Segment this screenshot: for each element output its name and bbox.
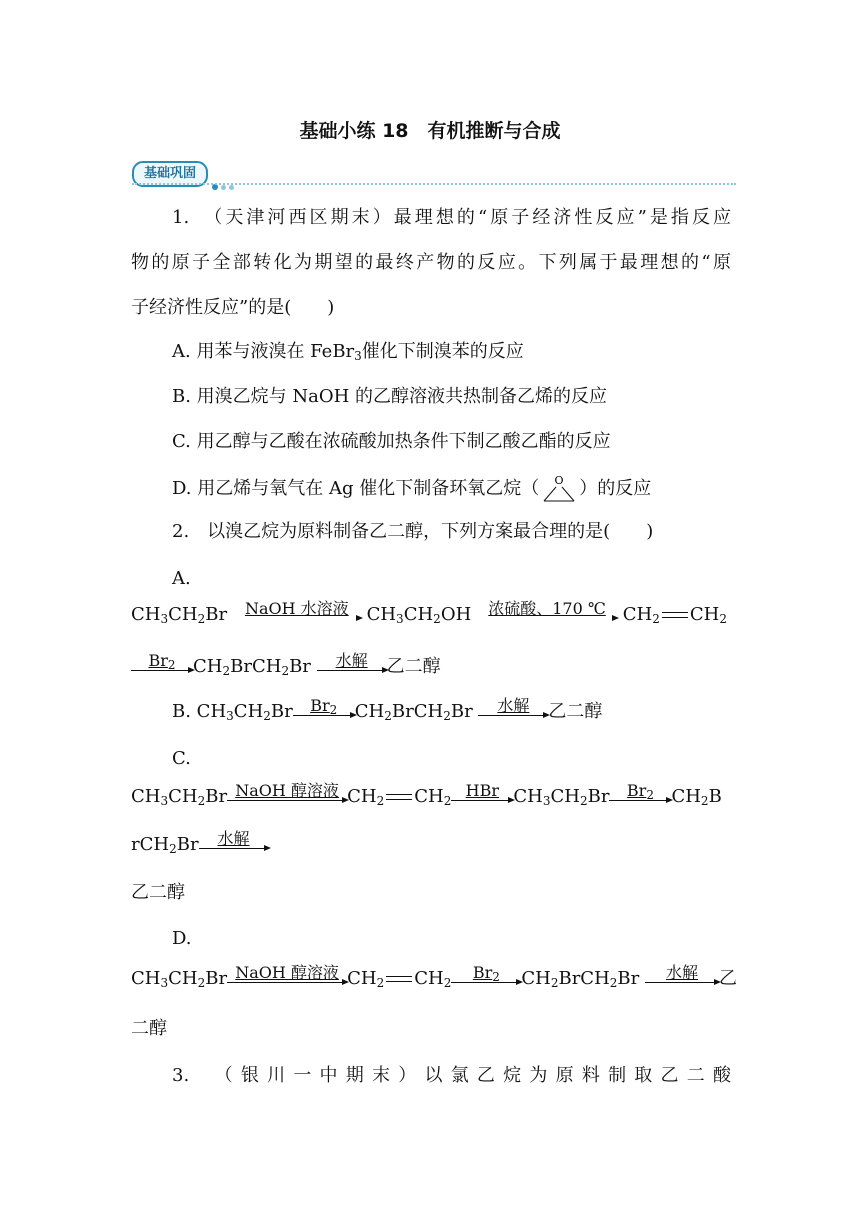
q2-option-d-line1: $CH_3CH_2Br$ NaOH 醇溶液 $CH_2$ $CH_2$ $Br_2$ $CH_2BrCH_2Br$ 水解 乙 (131, 963, 737, 990)
q2-option-c-label: C. (172, 748, 191, 769)
q1-stem-line3: 子经济性反应”的是( ) (131, 297, 335, 318)
q2-option-c-line2: rCH$_2$Br 水解 (131, 830, 269, 858)
reaction-arrow: $Br_2$ (131, 652, 193, 680)
q2-option-c-line1: $CH_3CH_2Br$ NaOH 醇溶液 $CH_2$ $CH_2$ HBr $CH_3CH_2Br$ $Br_2$ $CH_2B$ (131, 781, 722, 808)
q2-option-a-label: A. (172, 568, 191, 589)
q2-option-d-label: D. (172, 928, 192, 949)
reaction-arrow: 水解 (199, 830, 269, 858)
q1-option-d: D. 用乙烯与氧气在 Ag 催化下制备环氧乙烷（ O ）的反应 (172, 473, 651, 505)
reaction-arrow: NaOH 醇溶液 (227, 782, 347, 810)
q1-option-a: A. 用苯与液溴在 FeBr$_3$催化下制溴苯的反应 (172, 341, 524, 363)
reaction-arrow: $Br_2$ (451, 964, 521, 992)
q2-option-c-line3: 乙二醇 (131, 882, 185, 903)
double-bond (386, 794, 412, 800)
q3-stem-line1: 3. （银川一中期末）以氯乙烷为原料制取乙二酸 (172, 1065, 731, 1086)
section-divider (132, 183, 736, 185)
q1-stem-line1: 1. （天津河西区期末）最理想的“原子经济性反应”是指反应 (172, 207, 731, 228)
page-title: 基础小练 18 有机推断与合成 (299, 120, 561, 142)
reaction-arrow: 水解 (317, 652, 387, 680)
reaction-arrow: 浓硫酸、170 ℃ (477, 600, 617, 628)
q1-option-b: B. 用溴乙烷与 NaOH 的乙醇溶液共热制备乙烯的反应 (172, 386, 608, 407)
section-badge: 基础巩固 (132, 161, 208, 187)
reaction-arrow: 水解 (478, 697, 548, 725)
double-bond (386, 976, 412, 982)
q1-stem-line2: 物的原子全部转化为期望的最终产物的反应。下列属于最理想的“原 (131, 252, 731, 273)
q2-option-a-line2: $Br_2$ $CH_2BrCH_2Br$ 水解 乙二醇 (131, 652, 441, 680)
q2-option-a-line1: $CH_3CH_2Br$ NaOH 水溶液 $CH_3CH_2OH$ 浓硫酸、170 ℃ $CH_2$ $CH_2$ (131, 599, 727, 626)
q2-stem: 2. 以溴乙烷为原料制备乙二醇，下列方案最合理的是( ) (172, 521, 654, 542)
q2-option-b: B. $CH_3CH_2Br$ $Br_2$ $CH_2BrCH_2Br$ 水解 乙二醇 (172, 696, 603, 723)
svg-text:O: O (554, 475, 564, 487)
q1-option-c: C. 用乙醇与乙酸在浓硫酸加热条件下制乙酸乙酯的反应 (172, 431, 611, 452)
reaction-arrow: 水解 (645, 964, 719, 992)
reaction-arrow: NaOH 水溶液 (233, 600, 361, 628)
reaction-arrow: NaOH 醇溶液 (227, 964, 347, 992)
reaction-arrow: $Br_2$ (293, 697, 355, 725)
q2-option-d-line2: 二醇 (131, 1018, 167, 1039)
double-bond (662, 612, 688, 618)
reaction-arrow: $Br_2$ (609, 782, 671, 810)
reaction-arrow: HBr (451, 782, 513, 810)
epoxide-structure-icon (539, 475, 579, 505)
